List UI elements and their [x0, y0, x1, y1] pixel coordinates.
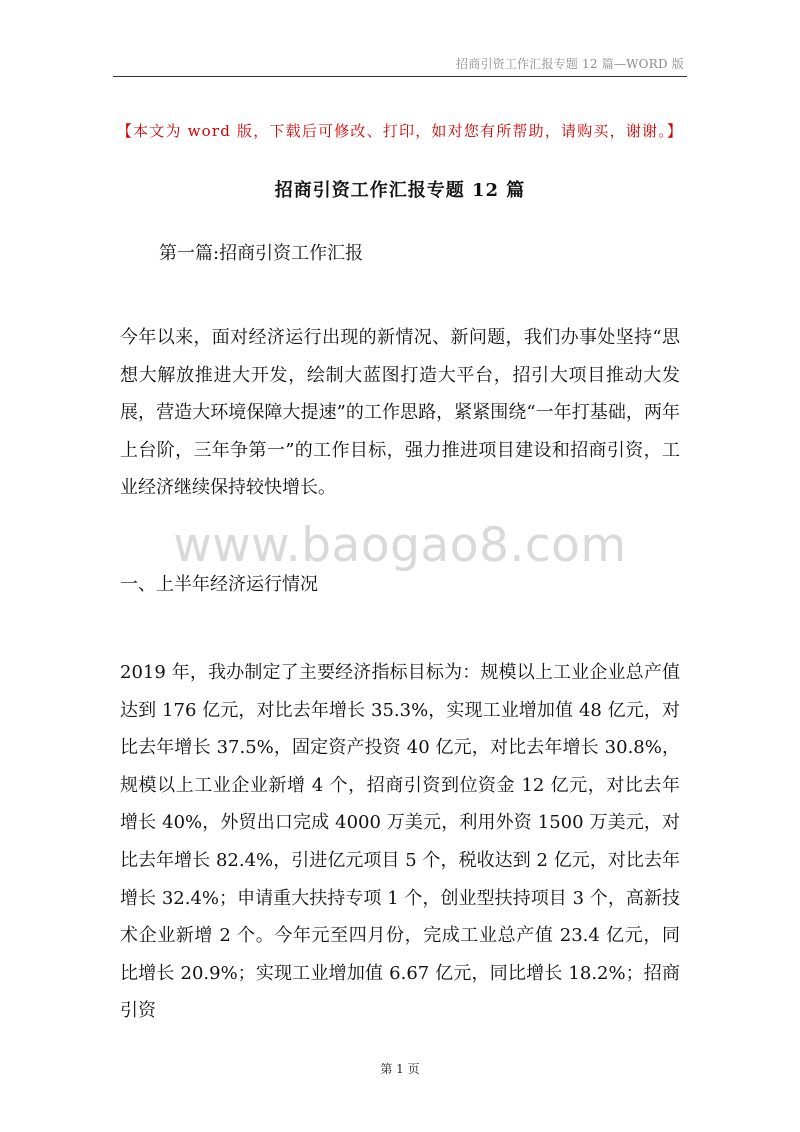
section-paragraph: 2019 年，我办制定了主要经济指标目标为：规模以上工业企业总产值达到 176 亿元，对比去年增长 35.3%，实现工业增加值 48 亿元，对比去年增长 37.5%，固定资产投资 40 亿元，对比去年增长 30.8%，规模以上工业企业新增 4 个，招商引资到位资金 12 亿元，对比去年增长 40%，外贸出口完成 4000 万美元，利用外资 1500 万美元，对比去年增长 82.4%，引进亿元项目 5 个，税收达到 2 亿元，对比去年增长 32.4%；申请重大扶持专项 1 个，创业型扶持项目 3 个，高新技术企业新增 2 个。今年元至四月份，完成工业总产值 23.4 亿元，同比增长 20.9%；实现工业增加值 6.67 亿元，同比增长 18.2%；招商引资: [120, 662, 680, 1022]
document-title: 招商引资工作汇报专题 12 篇: [274, 180, 526, 201]
chapter-title: 第一篇:招商引资工作汇报: [159, 243, 364, 264]
purchase-notice: 【本文为 word 版，下载后可修改、打印，如对您有所帮助，请购买，谢谢。】: [116, 122, 684, 140]
intro-paragraph: 今年以来，面对经济运行出现的新情况、新问题，我们办事处坚持“思想大解放推进大开发，绘制大蓝图打造大平台，招引大项目推动大发展，营造大环境保障大提速”的工作思路，紧紧围绕“一年打基础，两年上台阶，三年争第一”的工作目标，强力推进项目建设和招商引资，工业经济继续保持较快增长。: [120, 327, 680, 499]
watermark: www.baogao8.com: [173, 518, 627, 573]
header-divider: [113, 76, 687, 77]
section-heading: 一、上半年经济运行情况: [120, 574, 318, 595]
page-number: 第 1 页: [380, 1062, 420, 1076]
running-header: 招商引资工作汇报专题 12 篇—WORD 版: [456, 57, 684, 71]
